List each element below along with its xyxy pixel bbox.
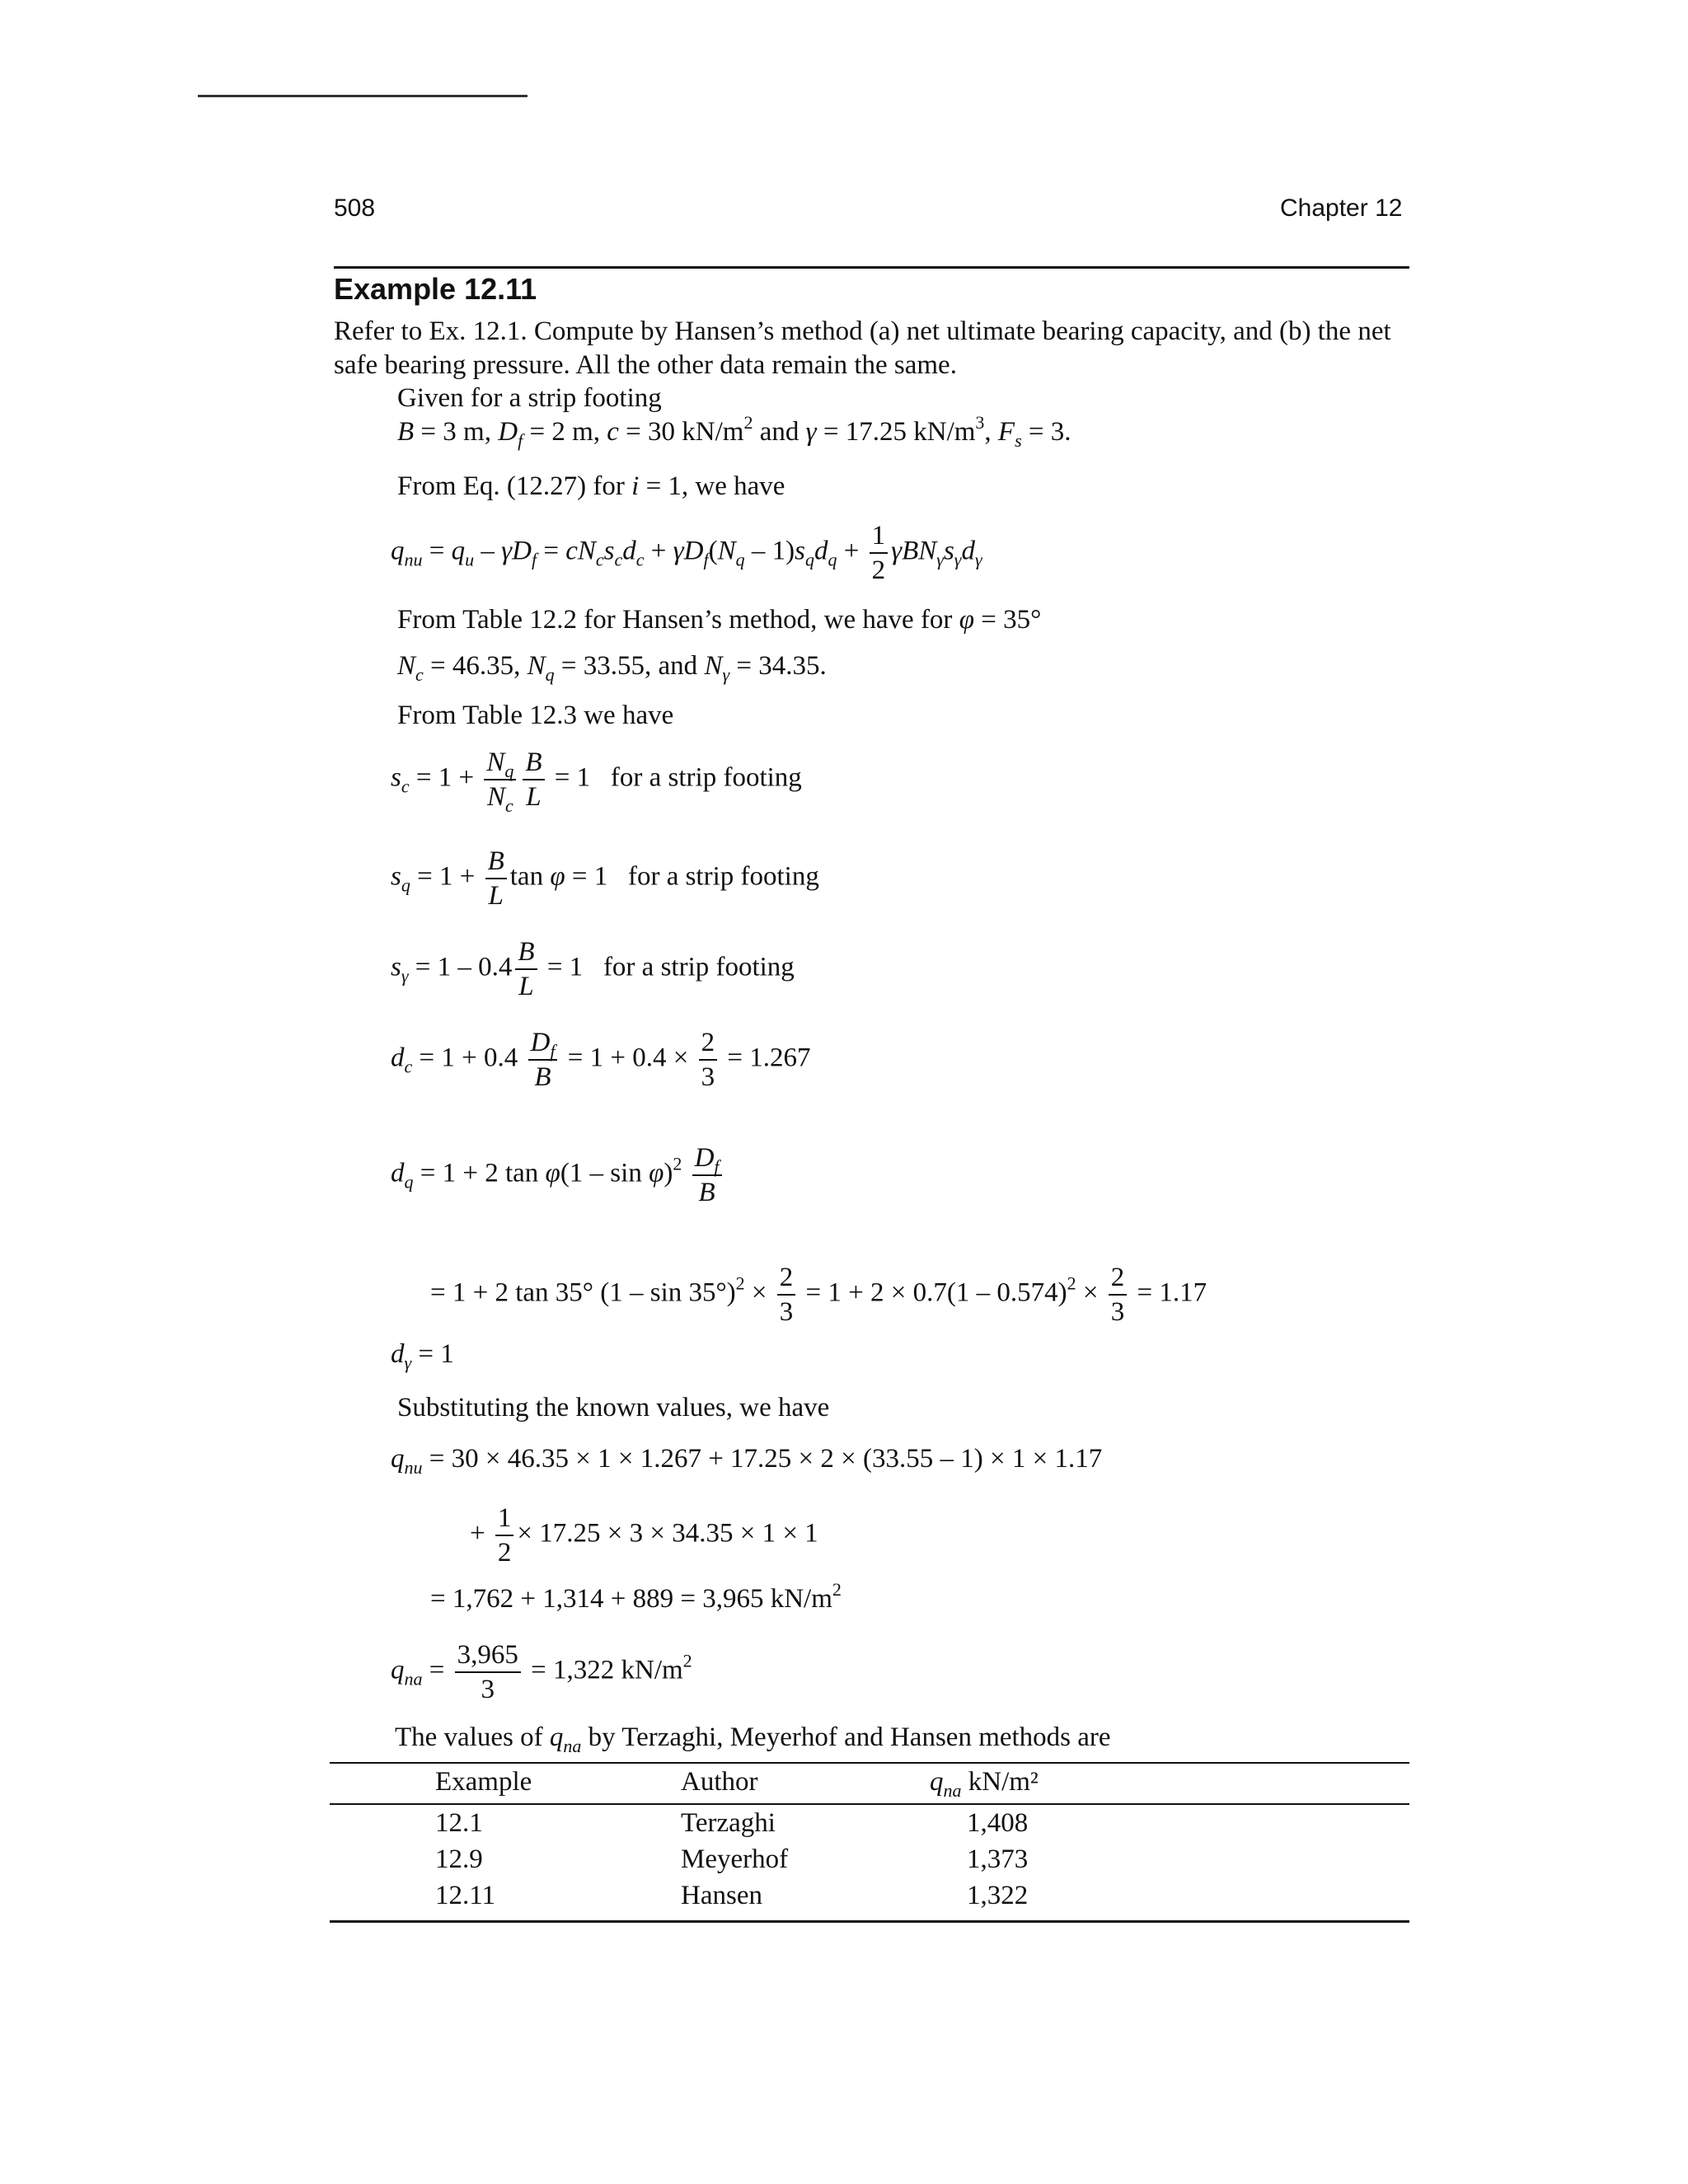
qnu-general-equation: $q_{nu} = q_u - \gamma D_f = cN_cs_cd_c + \gamma D_f(N_q - 1)s_qd_q$ + $\frac{1}{2}$ $\gamma BN_\gamma s_\gamma d_\gamma$ <box>391 521 982 585</box>
table-header <box>435 1765 1342 1802</box>
substituting-line: Substituting the known values, we have <box>397 1393 830 1422</box>
cell-value: 1,373 <box>967 1844 1029 1874</box>
dc-equation: $d_c = 1 + 0.4$ $\frac{D_f}{B}$ = 1 + 0.4 × $\frac{2}{3}$ = 1.267 <box>391 1028 811 1092</box>
sc-equation: $s_c = 1$ + $\frac{N_q}{N_c}$ $\frac{B}{L}$ = 1 for a strip footing <box>391 748 802 816</box>
from-eq-line: From Eq. (12.27) for i = 1, we have <box>397 471 785 501</box>
header-qna: $q_{na}$ kN/m² <box>930 1767 1039 1801</box>
header-author: Author <box>681 1767 758 1797</box>
table-row <box>435 1881 1342 1917</box>
page-number: 508 <box>334 194 376 222</box>
cell-example: 12.9 <box>435 1844 483 1874</box>
dgamma-equation: $d_\gamma = 1$ <box>391 1339 454 1373</box>
cell-author: Terzaghi <box>681 1808 776 1838</box>
cell-author: Hansen <box>681 1881 762 1910</box>
table-bottom-rule <box>330 1920 1409 1923</box>
table-header-rule <box>330 1803 1409 1805</box>
example-title: Example 12.11 <box>334 272 537 306</box>
table-row <box>435 1844 1342 1881</box>
problem-line-1: Refer to Ex. 12.1. Compute by Hansen’s method (a) net ultimate bearing capacity, and (b) the net <box>334 316 1391 346</box>
bearing-factors: $N_c = 46.35$, $N_q = 33.55$, and $N_\gamma = 34.35$. <box>397 651 827 685</box>
cell-value: 1,408 <box>967 1808 1029 1838</box>
given-values: B = 3 m, $D_f = 2$ m, c = 30 $kN/m^2$ and γ = 17.25 $kN/m^3$, $F_s = 3$. <box>397 412 1071 451</box>
qna-equation: $q_{na}$ = $\frac{3,965}{3}$ = 1,322 $kN/m^2$ <box>391 1640 692 1704</box>
chapter-label: Chapter 12 <box>1280 194 1403 222</box>
cell-example: 12.11 <box>435 1881 496 1910</box>
table-12-3-line: From Table 12.3 we have <box>397 701 674 730</box>
comparison-line: The values of $q_{na}$ by Terzaghi, Meyerhof and Hansen methods are <box>395 1722 1111 1756</box>
qnu-line-3: = 1,762 + 1,314 + 889 = 3,965 $kN/m^2$ <box>430 1579 842 1614</box>
dq-evaluation: = 1 + 2 tan 35° (1 – sin 35°)$^2$ × $\frac{2}{3}$ = 1 + 2 × 0.7(1 – 0.574)$^2$ × $\frac{2}{3}$ = 1.17 <box>430 1263 1207 1327</box>
top-rule <box>198 95 528 97</box>
cell-example: 12.1 <box>435 1808 483 1838</box>
qnu-line-2: + $\frac{1}{2}$ × 17.25 × 3 × 34.35 × 1 × 1 <box>470 1503 818 1568</box>
qnu-line-1: $q_{nu} = 30 \times 46.35 \times 1 \times 1.267 + 17.25 \times 2 \times (33.55 - 1) \times 1 \times 1.17$ <box>391 1444 1103 1478</box>
dq-equation: $d_q = 1 + 2$ tan φ(1 – sin φ)$^2$ $\frac{D_f}{B}$ <box>391 1141 725 1209</box>
table-12-2-line: From Table 12.2 for Hansen’s method, we have for φ = 35° <box>397 605 1042 635</box>
table-top-rule <box>330 1762 1409 1764</box>
cell-author: Meyerhof <box>681 1844 789 1874</box>
problem-line-2: safe bearing pressure. All the other data remain the same. <box>334 350 957 380</box>
sq-equation: $s_q = 1$ + $\frac{B}{L}$ tan φ = 1 for a strip footing <box>391 846 819 911</box>
sgamma-equation: $s_\gamma = 1 - 0.4$ $\frac{B}{L}$ = 1 for a strip footing <box>391 937 795 1001</box>
cell-value: 1,322 <box>967 1881 1029 1910</box>
example-top-rule <box>334 266 1409 269</box>
header-example: Example <box>435 1767 532 1797</box>
given-intro: Given for a strip footing <box>397 383 662 413</box>
table-row <box>435 1808 1342 1844</box>
